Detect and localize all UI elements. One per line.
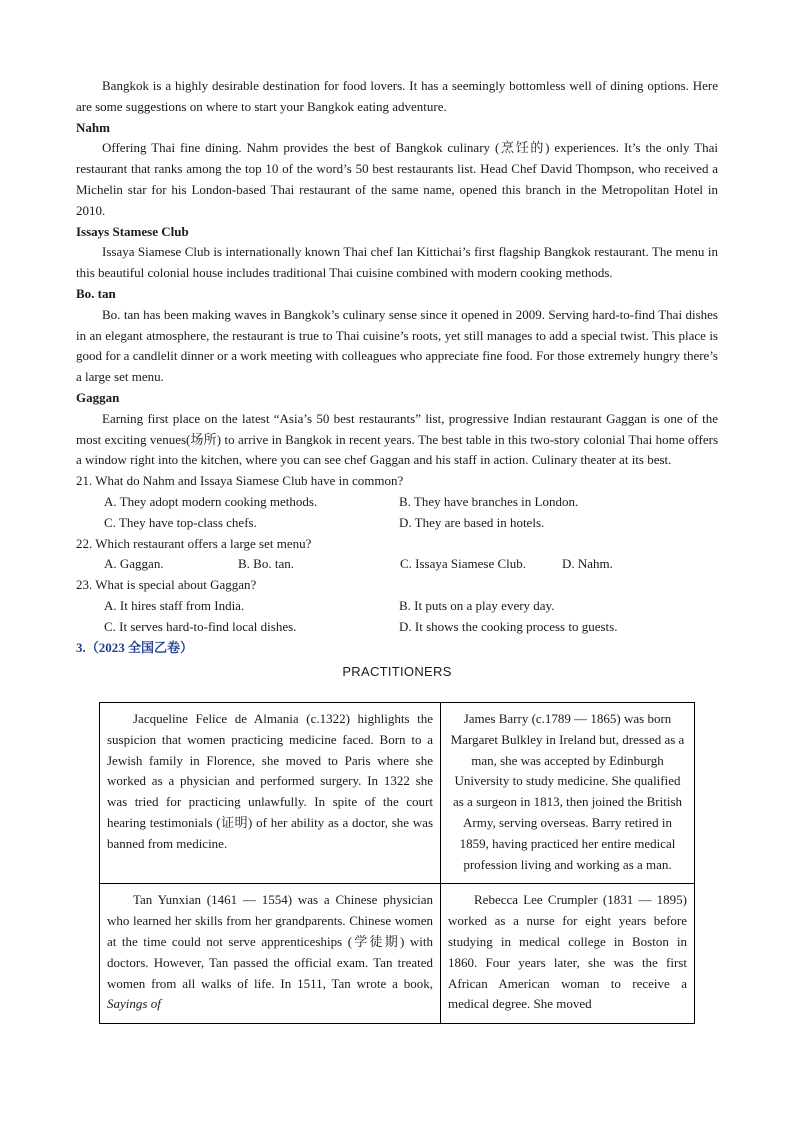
- restaurant-name-botan: Bo. tan: [76, 285, 116, 301]
- table-row: [100, 703, 695, 884]
- option-23-b[interactable]: B. It puts on a play every day.: [399, 597, 555, 613]
- restaurant-name-issaya: Issays Stamese Club: [76, 223, 189, 239]
- document-page: [76, 76, 718, 683]
- question-23-options: [76, 596, 718, 617]
- option-22-b[interactable]: B. Bo. tan.: [238, 556, 294, 572]
- restaurant-text-gaggan: Earning first place on the latest “Asia’s 50 best restaurants” list, progressive Indian restaurant Gaggan is one of the most exciting venues(场所) to arrive in Bangkok in recent years. The best table in this two-story colonial Thai home offers a window right into the kitchen, where you can see chef Gaggan and his staff in action. Culinary theater at its best.: [76, 410, 718, 468]
- option-21-a[interactable]: A. They adopt modern cooking methods.: [104, 493, 318, 509]
- practitioners-table: [99, 702, 695, 1024]
- restaurant-name-nahm: Nahm: [76, 119, 110, 135]
- cell-tan: [100, 884, 441, 1024]
- option-22-d[interactable]: D. Nahm.: [562, 556, 613, 572]
- option-22-c[interactable]: C. Issaya Siamese Club.: [400, 556, 527, 572]
- restaurant-text-botan: Bo. tan has been making waves in Bangkok’s culinary sense since it opened in 2009. Serving hard-to-find Thai dishes in an elegant atmosphere, the restaurant is true to Thai cuisine’s roots, yet still manages to add a special twist. This place is good for a candlelit dinner or a work meeting with colleagues who appreciate fine food. For those extremely hungry there’s a large set menu.: [76, 306, 718, 385]
- passage-intro: Bangkok is a highly desirable destination for food lovers. It has a seemingly bottomless well of dining options. Here are some suggestions on where to start your Bangkok eating adventure.: [76, 78, 718, 114]
- question-23-options-row2: [76, 617, 718, 638]
- cell-tan-text: Tan Yunxian (1461 — 1554) was a Chinese physician who learned her skills from her grandparents. Chinese women at the time could not serve apprenticeships (学徒期) with doctors. However, Tan passed the official exam. Tan treated women from all walks of life. In 1511, Tan wrote a book,: [107, 892, 433, 991]
- question-22-stem: 22. Which restaurant offers a large set menu?: [76, 535, 312, 551]
- restaurant-text-nahm: Offering Thai fine dining. Nahm provides the best of Bangkok culinary (烹饪的) experiences. It’s the only Thai restaurant that ranks among the top 10 of the word’s 50 best restaurants list. Head Chef David Thompson, who received a Michelin star for his London-based Thai restaurant of the same name, opened this branch in the Metropolitan Hotel in 2010.: [76, 140, 718, 218]
- question-22-options: [76, 554, 718, 575]
- question-21-stem: 21. What do Nahm and Issaya Siamese Club have in common?: [76, 473, 404, 489]
- section-heading: 3.（2023 全国乙卷）: [76, 639, 194, 655]
- option-23-a[interactable]: A. It hires staff from India.: [104, 597, 245, 613]
- cell-tan-book-title: Sayings of: [107, 996, 161, 1012]
- cell-almania-text: Jacqueline Felice de Almania (c.1322) highlights the suspicion that women practicing medicine faced. Born to a Jewish family in Florence, she moved to Paris where she worked as a physician and performed surgery. In 1322 she was tried for practicing unlawfully. In spite of the court hearing testimonials (证明) of her ability as a doctor, she was banned from medicine.: [107, 711, 433, 851]
- option-22-a[interactable]: A. Gaggan.: [104, 556, 164, 572]
- restaurant-name-gaggan: Gaggan: [76, 389, 120, 405]
- cell-tan-paragraph: [107, 890, 433, 1015]
- option-23-c[interactable]: C. It serves hard-to-find local dishes.: [104, 618, 297, 634]
- option-21-d[interactable]: D. They are based in hotels.: [399, 514, 545, 530]
- cell-crumpler: [441, 884, 695, 1024]
- cell-almania: [100, 703, 441, 884]
- option-23-d[interactable]: D. It shows the cooking process to guests.: [399, 618, 618, 634]
- option-21-b[interactable]: B. They have branches in London.: [399, 493, 579, 509]
- question-21-options: [76, 492, 718, 513]
- option-21-c[interactable]: C. They have top-class chefs.: [104, 514, 257, 530]
- restaurant-text-issaya: Issaya Siamese Club is internationally known Thai chef Ian Kittichai’s first flagship Bangkok restaurant. The menu in this beautiful colonial house includes traditional Thai cuisine combined with modern cooking methods.: [76, 244, 718, 281]
- cell-barry: [441, 703, 695, 884]
- cell-barry-text: James Barry (c.1789 — 1865) was born Margaret Bulkley in Ireland but, dressed as a man, she was accepted by Edinburgh University to study medicine. She qualified as a surgeon in 1813, then joined the British Army, serving overseas. Barry retired in 1859, having practiced her entire medical profession living and working as a man.: [450, 711, 685, 872]
- cell-crumpler-text: Rebecca Lee Crumpler (1831 — 1895) worked as a nurse for eight years before studying in medical college in Boston in 1860. Four years later, she was the first African American woman to receive a medical degree. She moved: [448, 892, 687, 1012]
- question-23-stem: 23. What is special about Gaggan?: [76, 577, 257, 593]
- practitioners-title: PRACTITIONERS: [342, 664, 452, 680]
- table-row: [100, 884, 695, 1024]
- question-21-options-row2: [76, 513, 718, 534]
